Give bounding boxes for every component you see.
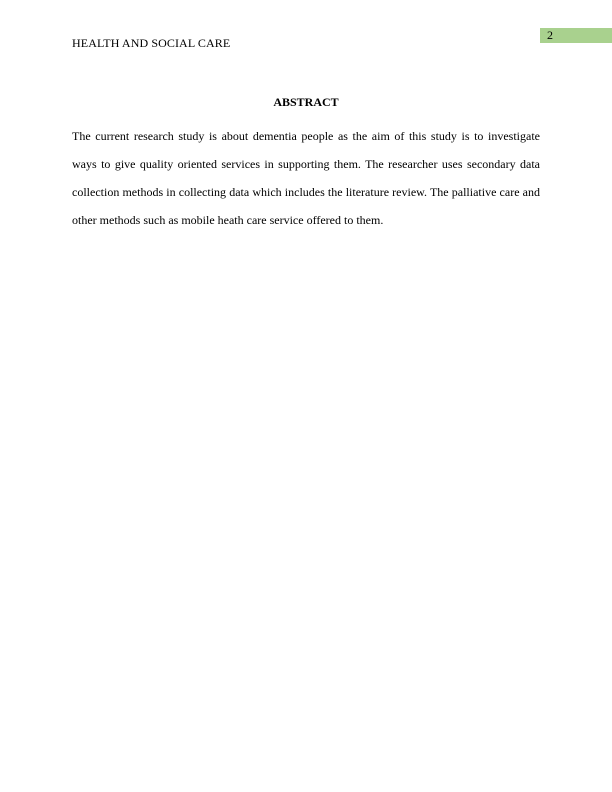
abstract-paragraph: The current research study is about dementia people as the aim of this study is to investigate ways to give quality oriented services in supporting them. The researcher uses secondary data collection methods in collecting data which includes the literature review. The palliative care and other methods such as mobile heath care service offered to them. — [72, 129, 540, 227]
abstract-heading: ABSTRACT — [273, 95, 339, 109]
page-number-badge — [540, 28, 612, 43]
running-head: HEALTH AND SOCIAL CARE — [72, 36, 231, 50]
page-number: 2 — [547, 28, 553, 42]
